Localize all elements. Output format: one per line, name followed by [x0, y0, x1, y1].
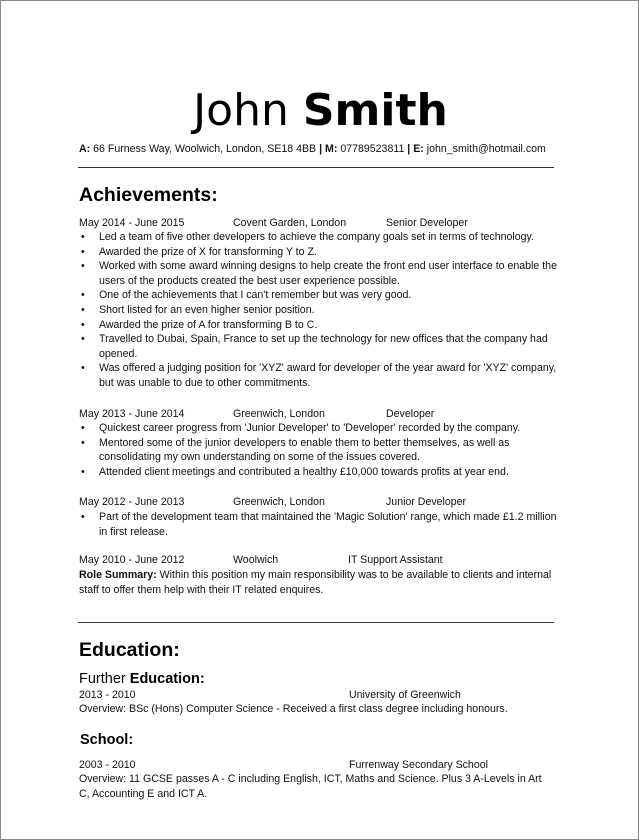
job-dates: May 2012 - June 2013 [79, 496, 185, 508]
mobile: 07789523811 [340, 143, 405, 155]
education-heading: Education: [79, 639, 180, 661]
job-location: Covent Garden, London [233, 217, 347, 229]
job-bullets [79, 421, 561, 479]
education-dates: 2003 - 2010 [79, 759, 136, 771]
list-item: • Led a team of five other developers to achieve the company goals set in terms of technology. [81, 231, 534, 243]
job-dates: May 2013 - June 2014 [79, 408, 185, 420]
achievements-heading: Achievements: [79, 184, 218, 206]
job-title: Senior Developer [386, 217, 468, 229]
role-summary: Role Summary: Within this position my main responsibility was to be available to clients and internal staff to offer them help with their IT related enquires. [79, 569, 552, 596]
job-dates: May 2014 - June 2015 [79, 217, 185, 229]
education-institution: University of Greenwich [349, 689, 461, 701]
list-item: • Short listed for an even higher senior position. [81, 303, 315, 316]
list-item: • Mentored some of the junior developers to enable them to better themselves, as well as consolidating my own understanding on some of the issues covered. [81, 436, 510, 464]
job-title: Junior Developer [386, 496, 467, 508]
address-label: A: [79, 143, 91, 155]
education-dates: 2013 - 2010 [79, 689, 136, 701]
list-item: • One of the achievements that I can't remember but was very good. [81, 289, 412, 302]
job-dates: May 2010 - June 2012 [79, 554, 185, 566]
job-location: Greenwich, London [233, 408, 325, 420]
school-heading: School: [80, 732, 134, 748]
job-bullets [79, 510, 561, 539]
job-title: Developer [386, 408, 435, 420]
education-institution: Furrenway Secondary School [349, 759, 488, 771]
list-item: • Worked with some award winning designs to help create the front end user interface to enable the users of the products created the best user experience possible. [81, 260, 557, 287]
mobile-label: M: [325, 143, 338, 155]
further-education-heading: Further Education: [79, 671, 205, 687]
list-item: • Part of the development team that maintained the 'Magic Solution' range, which made £1.2 million in first release. [81, 511, 557, 538]
list-item: • Travelled to Dubai, Spain, France to set up the technology for new offices that the company had opened. [81, 333, 548, 360]
contact-line: A: 66 Furness Way, Woolwich, London, SE18 4BB | M: 07789523811 | E: john_smith@hotmail.com [79, 143, 546, 155]
email-label: E: [413, 143, 424, 155]
header-divider [78, 167, 554, 168]
section-divider [78, 622, 554, 623]
job-location: Woolwich [233, 554, 279, 566]
list-item: • Quickest career progress from 'Junior Developer' to 'Developer' recorded by the company. [81, 422, 521, 434]
job-title: IT Support Assistant [348, 554, 443, 566]
job-location: Greenwich, London [233, 496, 325, 508]
list-item: • Awarded the prize of X for transforming Y to Z. [81, 245, 317, 258]
education-overview: Overview: BSc (Hons) Computer Science - Received a first class degree including honours. [79, 703, 508, 715]
candidate-name: John Smith [193, 85, 448, 136]
list-item: • Was offered a judging position for 'XYZ' award for developer of the year award for 'XYZ' company, but was unable to due to other commitments. [81, 362, 557, 389]
list-item: • Awarded the prize of A for transforming B to C. [81, 318, 318, 331]
list-item: • Attended client meetings and contributed a healthy £10,000 towards profits at year end. [81, 465, 509, 478]
education-overview: Overview: 11 GCSE passes A - C including English, ICT, Maths and Science. Plus 3 A-Levels in Art C, Accounting E and ICT A. [79, 773, 542, 800]
address: 66 Furness Way, Woolwich, London, SE18 4BB [93, 143, 317, 155]
job-bullets [79, 230, 561, 391]
email: john_smith@hotmail.com [426, 143, 546, 155]
